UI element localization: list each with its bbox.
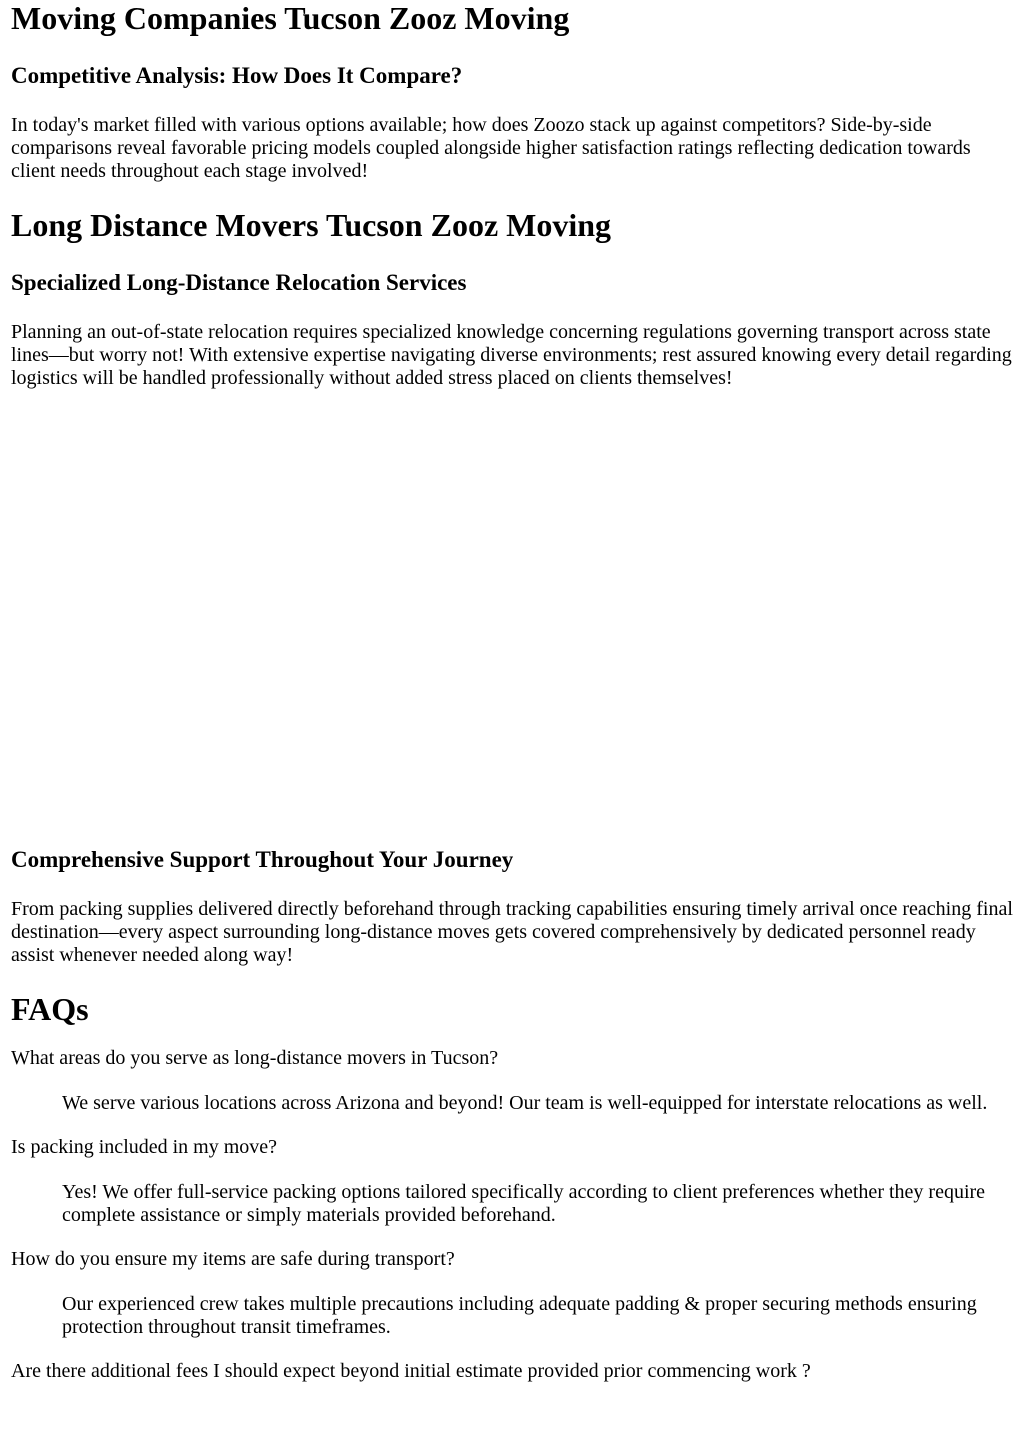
faq-answer: Yes! We offer full-service packing options tailored specifically according to client preferences whether they require complete assistance or simply materials provided beforehand.	[62, 1181, 986, 1226]
faq-question: Are there additional fees I should expect beyond initial estimate provided prior commencing work ?	[11, 1360, 811, 1382]
subheading-competitive-analysis: Competitive Analysis: How Does It Compare?	[11, 63, 463, 88]
blank-media-area	[11, 390, 1013, 837]
paragraph-competitive-analysis: In today's market filled with various options available; how does Zoozo stack up against competitors? Side-by-side comparisons reveal favorable pricing models coupled alongside higher satisfaction ratings reflecting dedication towards client needs throughout each stage involved!	[11, 114, 971, 182]
faq-question: Is packing included in my move?	[11, 1136, 278, 1158]
subheading-long-distance-services: Specialized Long-Distance Relocation Services	[11, 270, 467, 295]
faqs-heading: FAQs	[11, 991, 89, 1027]
faq-list	[11, 1047, 1013, 1383]
section-heading-moving-companies: Moving Companies Tucson Zooz Moving	[11, 0, 570, 36]
paragraph-long-distance-services: Planning an out-of-state relocation requires specialized knowledge concerning regulations governing transport across state lines—but worry not! With extensive expertise navigating diverse environments; rest assured knowing every detail regarding logistics will be handled professionally without added stress placed on clients themselves!	[11, 321, 1012, 389]
faq-question: How do you ensure my items are safe during transport?	[11, 1248, 455, 1270]
paragraph-comprehensive-support: From packing supplies delivered directly beforehand through tracking capabilities ensuring timely arrival once reaching final destination—every aspect surrounding long-distance moves gets covered comprehensively by dedicated personnel ready assist whenever needed along way!	[11, 898, 1013, 966]
subheading-comprehensive-support: Comprehensive Support Throughout Your Journey	[11, 847, 514, 872]
faq-question: What areas do you serve as long-distance movers in Tucson?	[11, 1047, 499, 1069]
faq-answer: We serve various locations across Arizona and beyond! Our team is well-equipped for interstate relocations as well.	[62, 1092, 988, 1114]
faq-answer: Our experienced crew takes multiple precautions including adequate padding & proper securing methods ensuring protection throughout transit timeframes.	[62, 1293, 977, 1338]
section-heading-long-distance-movers: Long Distance Movers Tucson Zooz Moving	[11, 207, 612, 243]
